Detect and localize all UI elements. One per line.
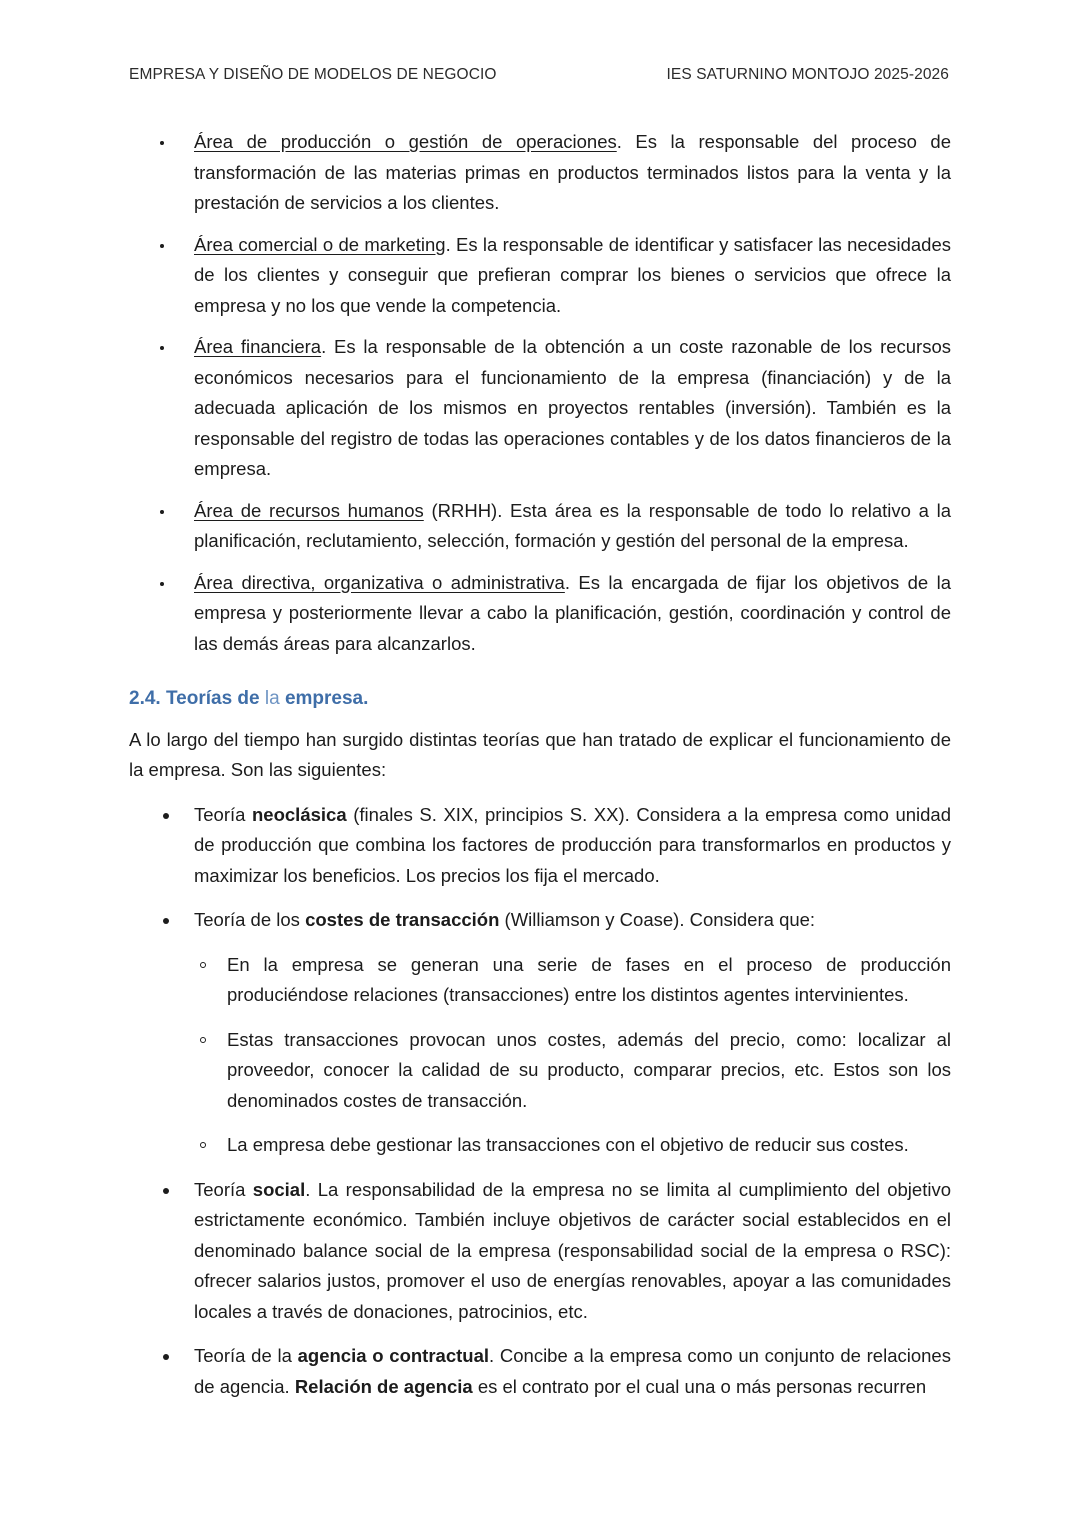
area-text: . Es la encargada de fijar los objetivos de la empresa y posteriormente llevar a cabo la planificación, gestión, coordinación y control de las demás áreas para alcanzarlos. (194, 571, 951, 654)
sub-item: En la empresa se generan una serie de fases en el proceso de producción produciéndose relaciones (transacciones) entre los distintos agentes intervinientes. (129, 950, 951, 1011)
theory-term: Relación de agencia (294, 1375, 473, 1397)
area-item-hr (129, 496, 951, 557)
sub-item: Estas transacciones provocan unos costes, además del precio, como: localizar al proveedor, conocer la calidad de su producto, comparar precios, etc. Estos son los denominados costes de transacción. (129, 1025, 951, 1117)
sub-item: La empresa debe gestionar las transacciones con el objetivo de reducir sus costes. (129, 1130, 951, 1161)
theory-term: costes de transacción (305, 909, 500, 930)
theory-neoclassical (129, 800, 951, 892)
theory-prefix: Teoría (194, 803, 252, 825)
area-item-production (129, 127, 951, 219)
theory-social (129, 1175, 951, 1328)
theory-text: . Concibe a la empresa como un conjunto de relaciones de agencia. (194, 1345, 951, 1397)
theory-prefix: Teoría de los (194, 909, 306, 930)
theory-prefix: Teoría de la (194, 1345, 298, 1366)
theory-text: es el contrato por el cual una o más personas recurren (472, 1375, 927, 1397)
header-school-year: IES SATURNINO MONTOJO 2025-2026 (666, 66, 949, 83)
theory-term: social (252, 1178, 306, 1200)
area-term: Área de producción o gestión de operaciones (194, 131, 617, 152)
theory-text: . La responsabilidad de la empresa no se limita al cumplimiento del objetivo estrictamente económico. También incluye objetivos de carácter social establecidos en el denominado balance social de la empresa (responsabilidad social de la empresa o RSC): ofrecer salarios justos, promover el uso de energías renovables, apoyar a las comunidades locales a través de donaciones, patrocinios, etc. (194, 1178, 951, 1322)
area-term: Área financiera (194, 336, 322, 357)
theory-prefix: Teoría (194, 1178, 253, 1200)
area-text: . Es la responsable de identificar y satisfacer las necesidades de los clientes y conseguir que prefieran comprar los bienes o servicios que ofrece la empresa y no los que vende la competencia. (194, 233, 951, 316)
heading-part: empresa. (279, 688, 369, 709)
theories-list (129, 800, 951, 1403)
area-text: . Es la responsable de la obtención a un coste razonable de los recursos económicos necesarios para el funcionamiento de la empresa (financiación) y de la adecuada aplicación de los mismos en proyectos rentables (inversión). También es la responsable del registro de todas las operaciones contables y de los datos financieros de la empresa. (194, 336, 952, 479)
areas-list (129, 127, 951, 659)
page-header (129, 66, 949, 84)
area-item-marketing (129, 230, 951, 322)
theory-term: neoclásica (252, 803, 347, 825)
heading-part: 2.4. Teorías de (129, 688, 265, 709)
area-item-management (129, 568, 951, 660)
heading-part: la (264, 688, 280, 709)
area-item-finance (129, 332, 951, 485)
section-heading (129, 684, 951, 715)
theory-term: agencia o contractual (297, 1345, 489, 1366)
area-term: Área directiva, organizativa o administrativa (194, 571, 565, 593)
area-term: Área de recursos humanos (194, 499, 424, 521)
area-term: Área comercial o de marketing (194, 233, 446, 255)
theory-text: (Williamson y Coase). Considera que: (499, 909, 816, 930)
area-text: . Es la responsable del proceso de transformación de las materias primas en productos terminados listos para la venta y la prestación de servicios a los clientes. (194, 131, 951, 213)
section-intro: A lo largo del tiempo han surgido distintas teorías que han tratado de explicar el funcionamiento de la empresa. Son las siguientes: (129, 728, 951, 780)
theory-transaction-costs (129, 905, 951, 936)
area-text: (RRHH). Esta área es la responsable de todo lo relativo a la planificación, reclutamiento, selección, formación y gestión del personal de la empresa. (194, 499, 951, 551)
theory-text: (finales S. XIX, principios S. XX). Considera a la empresa como unidad de producción que combina los factores de producción para transformarlos en productos y maximizar los beneficios. Los precios los fija el mercado. (194, 803, 952, 886)
transaction-costs-sublist-wrapper (129, 950, 951, 1161)
transaction-costs-sublist (129, 950, 951, 1161)
document-body (129, 127, 951, 1402)
header-course-title: EMPRESA Y DISEÑO DE MODELOS DE NEGOCIO (129, 66, 497, 83)
theory-agency (129, 1341, 951, 1402)
